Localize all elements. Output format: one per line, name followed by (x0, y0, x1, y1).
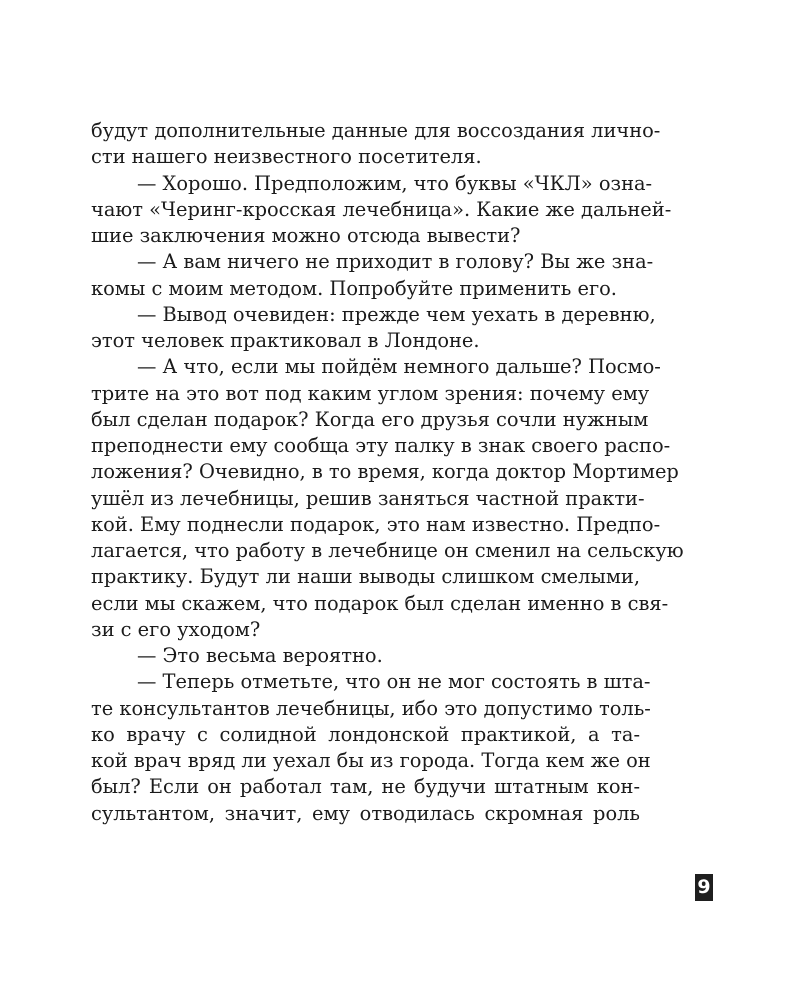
text-line: комы с моим методом. Попробуйте применить его. (91, 276, 617, 300)
text-line: лагается, что работу в лечебнице он сменил на сельскую (91, 539, 684, 562)
text-line: сти нашего неизвестного посетителя. (91, 145, 482, 169)
text-line: трите на это вот под каким углом зрения: почему ему (91, 381, 650, 405)
text-line: — Вывод очевиден: прежде чем уехать в деревню, (137, 302, 656, 326)
text-line: сультантом, значит, ему отводилась скромная роль (91, 801, 640, 825)
text-line: — Теперь отметьте, что он не мог состоять в шта- (137, 670, 651, 694)
text-line: шие заключения можно отсюда вывести? (91, 224, 521, 247)
text-line: чают «Черинг-кросская лечебница». Какие же дальней- (91, 197, 672, 221)
text-line: ложения? Очевидно, в то время, когда доктор Мортимер (91, 460, 679, 484)
text-line: если мы скажем, что подарок был сделан именно в свя- (91, 591, 669, 615)
text-line: преподнести ему сообща эту палку в знак своего распо- (91, 434, 671, 457)
body-text (91, 118, 684, 827)
text-line: был сделан подарок? Когда его друзья сочли нужным (91, 407, 649, 431)
text-line: кой врач вряд ли уехал бы из города. Тогда кем же он (91, 749, 651, 772)
text-line: те консультантов лечебницы, ибо это допустимо толь- (91, 696, 651, 720)
text-line: ко врачу с солидной лондонской практикой, а та- (91, 722, 640, 746)
text-line: будут дополнительные данные для воссоздания лично- (91, 119, 661, 142)
page-number: 9 (695, 874, 713, 901)
text-line: ушёл из лечебницы, решив заняться частной практи- (91, 486, 645, 510)
text-line: зи с его уходом? (91, 617, 261, 641)
text-line: — Это весьма вероятно. (137, 644, 383, 667)
text-line: — Хорошо. Предположим, что буквы «ЧКЛ» озна- (137, 171, 653, 195)
text-line: — А что, если мы пойдём немного дальше? Посмо- (137, 355, 661, 379)
text-line: кой. Ему поднесли подарок, это нам известно. Предпо- (91, 512, 661, 536)
text-line: этот человек практиковал в Лондоне. (91, 329, 480, 352)
text-line: — А вам ничего не приходит в голову? Вы же зна- (137, 250, 654, 274)
text-line: практику. Будут ли наши выводы слишком смелыми, (91, 565, 640, 589)
text-line: был? Если он работал там, не будучи штатным кон- (91, 775, 640, 799)
